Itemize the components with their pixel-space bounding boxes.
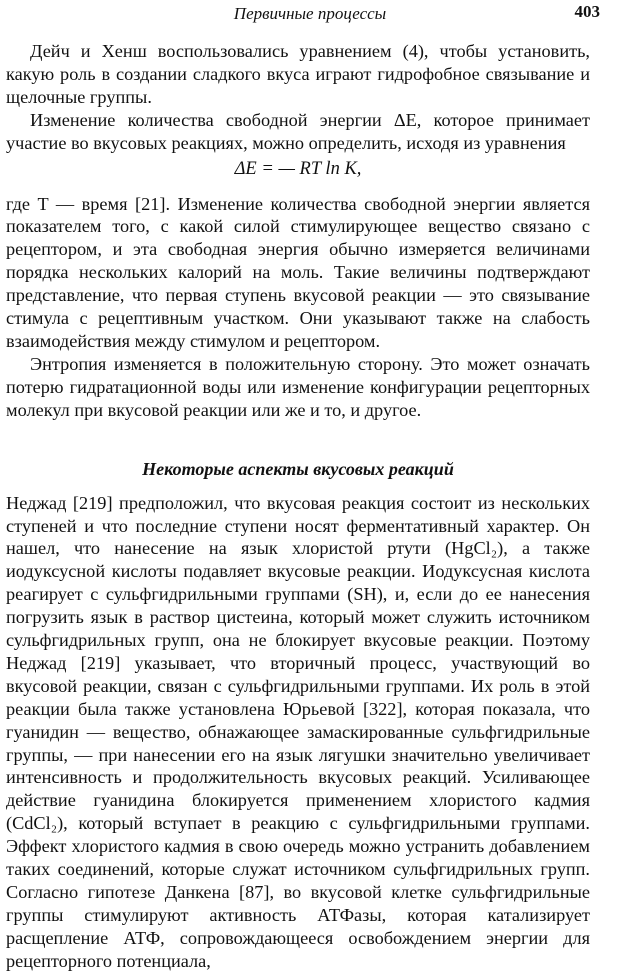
page-number: 403 <box>574 2 600 21</box>
page-body <box>6 40 590 973</box>
paragraph-2: Изменение количества свободной энергии ΔE, которое принимает участие во вкусовых реакциях, можно определить, исходя из уравнения <box>6 109 590 153</box>
paragraph-5: Неджад [219] предположил, что вкусовая реакция состоит из нескольких ступеней и что последние ступени носят ферментативный характер. Он нашел, что нанесение на язык хлористой ртути (HgCl₂), а также иодуксусной кислоты подавляет вкусовые реакции. Иодуксусная кислота реагирует с сульфгидрильными группами (SH), и, если до ее нанесения погрузить язык в раствор цистеина, который может служить источником сульфгидрильных групп, она не блокирует вкусовые реакции. Поэтому Неджад [219] указывает, что вторичный процесс, участвующий во вкусовой реакции, связан с сульфгидрильными группами. Их роль в этой реакции была также установлена Юрьевой [322], которая показала, что гуанидин — вещество, обнажающее замаскированные сульфгидрильные группы, — при нанесении его на язык лягушки значительно увеличивает интенсивность и продолжительность вкусовых реакций. Усиливающее действие гуанидина блокируется применением хлористого кадмия (CdCl₂), который вступает в реакцию с сульфгидрильными группами. Эффект хлористого кадмия в свою очередь можно устранить добавлением таких соединений, которые служат источником сульфгидрильных групп. Согласно гипотезе Данкена [87], во вкусовой клетке сульфгидрильные группы стимулируют активность АТФазы, которая катализирует расщепление АТФ, сопровождающееся освобождением энергии для рецепторного потенциала, <box>6 492 590 971</box>
page-header <box>0 2 620 28</box>
running-title: Первичные процессы <box>233 4 387 23</box>
paragraph-3: где T — время [21]. Изменение количества свободной энергии является показателем того, с какой силой стимулирующее вещество связано с рецептором, и эта свободная энергия обычно измеряется величинами порядка нескольких калорий на моль. Такие величины подтверждают представление, что первая ступень вкусовой реакции — это связывание стимула с рецептивным участком. Они указывают также на слабость взаимодействия между стимулом и рецептором. <box>6 193 590 351</box>
free-energy-formula: ΔE = — RT ln K, <box>234 158 362 179</box>
paragraph-4: Энтропия изменяется в положительную сторону. Это может означать потерю гидратационной воды или изменение конфигурации рецепторных молекул при вкусовой реакции или же и то, и другое. <box>6 353 590 420</box>
paragraph-1: Дейч и Хенш воспользовались уравнением (4), чтобы установить, какую роль в создании сладкого вкуса играют гидрофобное связывание и щелочные группы. <box>6 41 590 107</box>
section-heading: Некоторые аспекты вкусовых реакций <box>142 458 454 479</box>
